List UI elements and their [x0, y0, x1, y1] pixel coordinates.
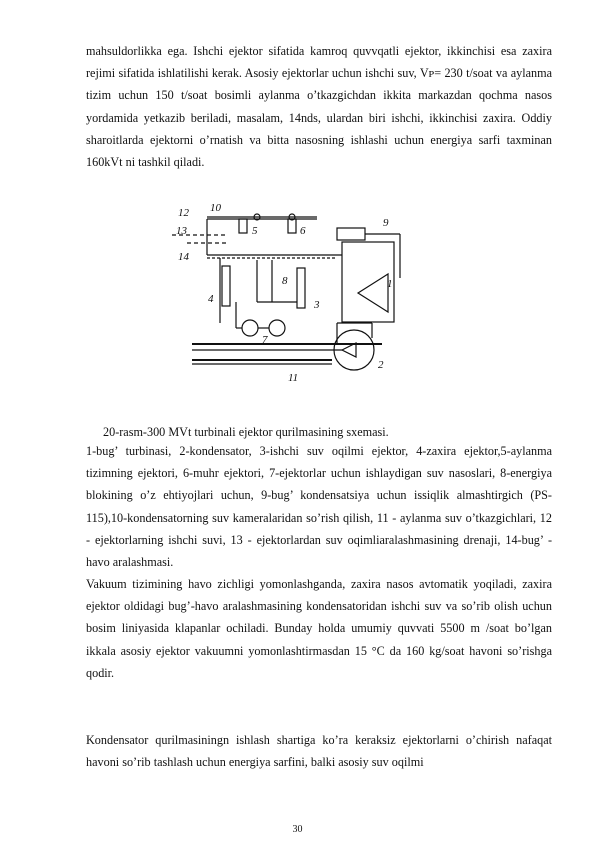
label-drain: 13 [176, 225, 187, 237]
page-number: 30 [292, 824, 303, 835]
figure-caption: 20-rasm-300 MVt turbinali ejektor qurilmasining sxemasi. [103, 425, 389, 439]
label-turbine: 1 [387, 278, 393, 290]
ejector-schematic-diagram [172, 198, 422, 383]
label-water-chambers: 10 [210, 202, 221, 214]
label-reserve-ejector: 4 [208, 293, 214, 305]
label-circulation-conduits: 11 [288, 372, 299, 383]
label-pumps: 7 [262, 334, 268, 346]
label-circulation-ejector: 5 [252, 225, 258, 237]
label-working-ejector: 3 [314, 299, 320, 311]
paragraph-intro: mahsuldorlikka ega. Ishchi ejektor sifatida kamroq quvvqatli ejektor, ikkinchisi esa zaxira rejimi sifatida ishlatilishi kerak. Asosiy ejektorlar uchun ishchi suv, Vᴘ= 230 t/soat va aylanma tizim uchun 150 t/soat bosimli aylanma o’tkazgichdan ikkita markazdan qochma nasos yordamida yetkazib beriladi, masalam, 14nds, ulardan biri ishchi, ikkinchisi zaxira. Oddiy sharoitlarda ejektorni o’rnatish va bitta nasosning ishlashi uchun energiya sarfi taxminan 160kVt ni tashkil qiladi. [86, 44, 552, 170]
ejector-schematic-figure [172, 198, 422, 383]
label-own-needs: 8 [282, 275, 288, 287]
paragraph-vacuum: Vakuum tizimining havo zichligi yomonlashganda, zaxira nasos avtomatik yoqiladi, zaxira ejektor oldidagi bug’-havo aralashmasining kondensatoridan ishchi suv va so’rib olish uchun bosim liniyasida klapanlar ochiladi. Bunday holda umumiy quvvati 5500 m /soat bo’lgan ikkala asosiy ejektor vakuumni yomonlashtirmasdan 15 °C da 160 kg/soat havoni so’rishga qodir. [86, 577, 552, 680]
label-condenser: 2 [378, 359, 384, 371]
label-working-water: 12 [178, 207, 189, 219]
label-steam-air-mixture: 14 [178, 251, 189, 263]
paragraph-legend: 1-bug’ turbinasi, 2-kondensator, 3-ishchi suv oqilmi ejektor, 4-zaxira ejektor,5-aylanma tizimning ejektori, 6-muhr ejektori, 7-ejektorlar uchun ishlaydigan suv nasoslari, 8-energiya blokining o’z ehtiyojlari uchun, 9-bug’ kondensatsiya uchun issiqlik almashtirgich (PS-115),10-kondensatorning suv kameralaridan so’rish qilish, 11 - aylanma suv o’tkazgichlari, 12 - ejektorlarning ishchi suvi, 13 - ejektorlardan suv oqimliaralashmasining drenaji, 14-bug’ - havo aralashmasi. [86, 444, 552, 570]
label-seal-ejector: 6 [300, 225, 306, 237]
label-heat-exchanger: 9 [383, 217, 389, 229]
paragraph-condenser: Kondensator qurilmasiningn ishlash shartiga ko’ra keraksiz ejektorlarni o’chirish nafaqat havoni so’rib tashlash uchun energiya sarfini, balki asosiy suv oqilmi [86, 733, 552, 770]
